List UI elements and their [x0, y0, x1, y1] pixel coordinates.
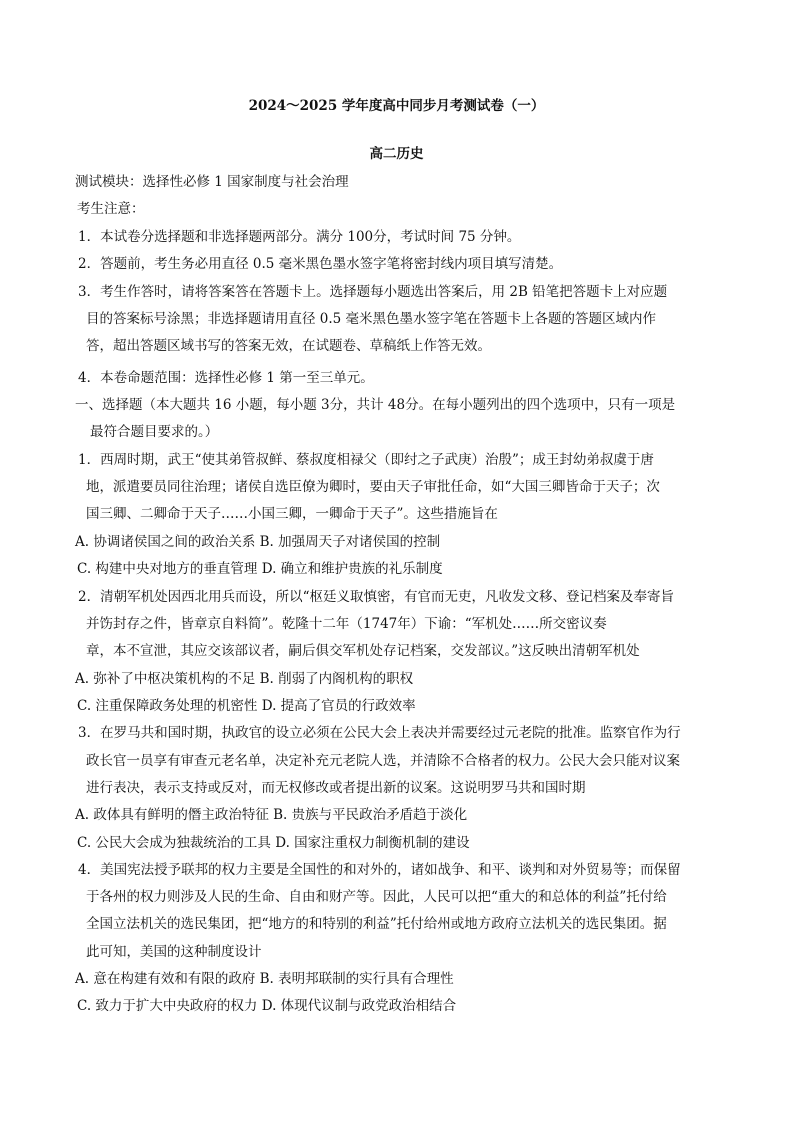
question-3-cont: 政长官一员享有审查元老名单，决定补充元老院人选，并清除不合格者的权力。公民大会只能对议案	[86, 753, 680, 769]
notice-item: 3．考生作答时，请将答案答在答题卡上。选择题每小题选出答案后，用 2B 铅笔把答题卡上对应题	[78, 284, 668, 300]
test-module: 测试模块：选择性必修 1 国家制度与社会治理	[75, 174, 349, 190]
option-row: A. 协调诸侯国之间的政治关系 B. 加强周天子对诸侯国的控制	[75, 534, 441, 550]
notice-item-cont: 目的答案标号涂黑；非选择题请用直径 0.5 毫米黑色墨水签字笔在答题卡上各题的答题区域内作	[86, 311, 657, 327]
question-3: 3．在罗马共和国时期，执政官的设立必须在公民大会上表决并需要经过元老院的批准。监察官作为行	[78, 725, 681, 741]
notice-item: 4．本卷命题范围：选择性必修 1 第一至三单元。	[78, 370, 374, 386]
page-title: 2024～2025 学年度高中同步月考测试卷（一）	[248, 98, 545, 114]
option-row: A. 意在构建有效和有限的政府 B. 表明邦联制的实行具有合理性	[75, 971, 454, 987]
option-row: A. 弥补了中枢决策机构的不足 B. 削弱了内阁机构的职权	[75, 671, 414, 687]
notice-item: 1．本试卷分选择题和非选择题两部分。满分 100分，考试时间 75 分钟。	[78, 229, 521, 245]
notice-item-cont: 答，超出答题区域书写的答案无效，在试题卷、草稿纸上作答无效。	[86, 338, 491, 354]
option-row: A. 政体具有鲜明的僭主政治特征 B. 贵族与平民政治矛盾趋于淡化	[75, 807, 468, 823]
question-2-cont: 章，本不宣泄，其应交该部议者，嗣后俱交军机处存记档案，交发部议。”这反映出清朝军机处	[86, 643, 640, 659]
option-row: C. 公民大会成为独裁统治的工具 D. 国家注重权力制衡机制的建设	[77, 835, 470, 851]
question-4-cont: 此可知，美国的这种制度设计	[86, 944, 262, 960]
section-heading-cont: 最符合题目要求的。）	[90, 424, 219, 440]
question-2-cont: 并饬封存之件，皆章京自料简”。乾隆十二年（1747年）下谕：“军机处……所交密议奏	[86, 616, 607, 632]
question-4-cont: 全国立法机关的选民集团，把“地方的和特别的利益”托付给州或地方政府立法机关的选民集团。据	[86, 916, 667, 932]
question-3-cont: 进行表决，表示支持或反对，而无权修改或者提出新的议案。这说明罗马共和国时期	[86, 780, 586, 796]
question-1: 1．西周时期，武王“使其弟管叔鲜、蔡叔度相禄父（即纣之子武庚）治殷”；成王封幼弟叔虞于唐	[78, 452, 654, 468]
question-1-cont: 国三卿、二卿命于天子……小国三卿，一卿命于天子”。这些措施旨在	[86, 506, 498, 522]
option-row: C. 致力于扩大中央政府的权力 D. 体现代议制与政党政治相结合	[77, 998, 457, 1014]
section-heading: 一、选择题（本大题共 16 小题，每小题 3分，共计 48分。在每小题列出的四个选项中，只有一项是	[75, 397, 676, 413]
option-row: C. 构建中央对地方的垂直管理 D. 确立和维护贵族的礼乐制度	[77, 561, 443, 577]
notice-item: 2．答题前，考生务必用直径 0.5 毫米黑色墨水签字笔将密封线内项目填写清楚。	[78, 256, 563, 272]
question-1-cont: 地，派遣要员同往治理；诸侯自选臣僚为卿时，要由天子审批任命，如“大国三卿皆命于天子；次	[86, 479, 660, 495]
question-4: 4．美国宪法授予联邦的权力主要是全国性的和对外的，诸如战争、和平、谈判和对外贸易等；而保留	[78, 862, 681, 878]
question-2: 2．清朝军机处因西北用兵而设，所以“枢廷义取慎密，有官而无吏，凡收发文移、登记档案及奉寄旨	[78, 589, 674, 605]
question-4-cont: 于各州的权力则涉及人民的生命、自由和财产等。因此，人民可以把“重大的和总体的利益”托付给	[86, 889, 667, 905]
notice-heading: 考生注意：	[77, 201, 145, 217]
page-subtitle: 高二历史	[369, 146, 424, 162]
option-row: C. 注重保障政务处理的机密性 D. 提高了官员的行政效率	[77, 698, 416, 714]
